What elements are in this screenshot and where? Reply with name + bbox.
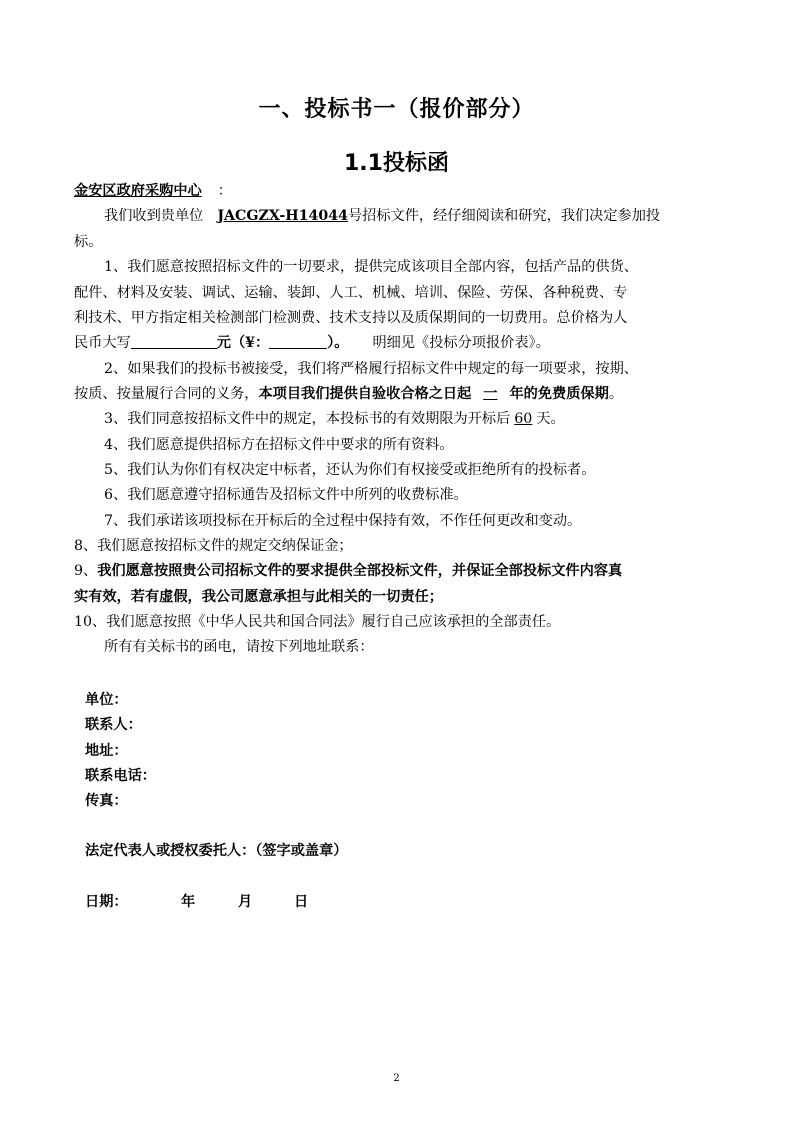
date-label: 日期：: [85, 894, 128, 910]
intro-line-1: 我们收到贵单位 JACGZX-H14044号招标文件，经仔细阅读和研究，我们决定参加投: [104, 208, 661, 224]
paragraph-8: 8、我们愿意按招标文件的规定交纳保证金；: [74, 538, 353, 554]
paragraph-11: 所有有关标书的函电，请按下列地址联系：: [104, 639, 374, 655]
intro-line-2: 标。: [74, 234, 103, 250]
paragraph-4: 4、我们愿意提供招标方在招标文件中要求的所有资料。: [104, 437, 454, 453]
paragraph-3: 3、我们同意按招标文件中的规定，本投标书的有效期限为开标后 60 天。: [104, 411, 565, 427]
signature-line: 法定代表人或授权委托人：（签字或盖章）: [85, 843, 348, 859]
paragraph-1-line-3: 利技术、甲方指定相关检测部门检测费、技术支持以及质保期间的一切费用。总价格为人: [74, 310, 628, 326]
project-code: JACGZX-H14044: [217, 208, 348, 224]
paragraph-6: 6、我们愿意遵守招标通告及招标文件中所列的收费标准。: [104, 487, 468, 503]
page-number: 2: [393, 1073, 400, 1084]
date-year: 年: [181, 894, 196, 910]
paragraph-10: 10、我们愿意按照《中华人民共和国合同法》履行自己应该承担的全部责任。: [74, 614, 561, 630]
paragraph-1-line-4: 民币大写 元（¥： ）。 明细见《投标分项报价表》。: [74, 335, 550, 351]
addressee: 金安区政府采购中心: [74, 183, 202, 199]
paragraph-7: 7、我们承诺该项投标在开标后的全过程中保持有效，不作任何更改和变动。: [104, 513, 582, 529]
valid-days: 60: [514, 411, 533, 427]
paragraph-9-line-1: 9、我们愿意按照贵公司招标文件的要求提供全部投标文件，并保证全部投标文件内容真: [74, 563, 623, 579]
paragraph-9-line-2: 实有效，若有虚假，我公司愿意承担与此相关的一切责任；: [74, 589, 443, 605]
date-month: 月: [238, 894, 253, 910]
paragraph-1-line-1: 1、我们愿意按照招标文件的一切要求，提供完成该项目全部内容，包括产品的供货、: [104, 259, 638, 275]
page-title: 一、投标书一（报价部分）: [258, 97, 535, 122]
amount-words-blank: [131, 334, 217, 349]
date-day: 日: [294, 894, 309, 910]
addressee-colon: ：: [217, 183, 232, 199]
field-contact: 联系人：: [85, 717, 142, 733]
field-unit: 单位：: [85, 692, 128, 708]
addressee-line: [74, 182, 232, 200]
warranty-years: 一: [483, 386, 498, 402]
field-address: 地址：: [85, 743, 128, 759]
amount-figure-blank: [269, 334, 327, 349]
field-fax: 传真：: [85, 793, 128, 809]
paragraph-1-line-2: 配件、材料及安装、调试、运输、装卸、人工、机械、培训、保险、劳保、各种税费、专: [74, 285, 628, 301]
paragraph-2-line-2: 按质、按量履行合同的义务，本项目我们提供自验收合格之日起 一 年的免费质保期。: [74, 386, 624, 402]
paragraph-5: 5、我们认为你们有权决定中标者，还认为你们有权接受或拒绝所有的投标者。: [104, 462, 596, 478]
paragraph-2-line-1: 2、如果我们的投标书被接受，我们将严格履行招标文件中规定的每一项要求，按期、: [104, 361, 638, 377]
field-phone: 联系电话：: [85, 768, 156, 784]
section-title: 1.1投标函: [344, 151, 449, 176]
